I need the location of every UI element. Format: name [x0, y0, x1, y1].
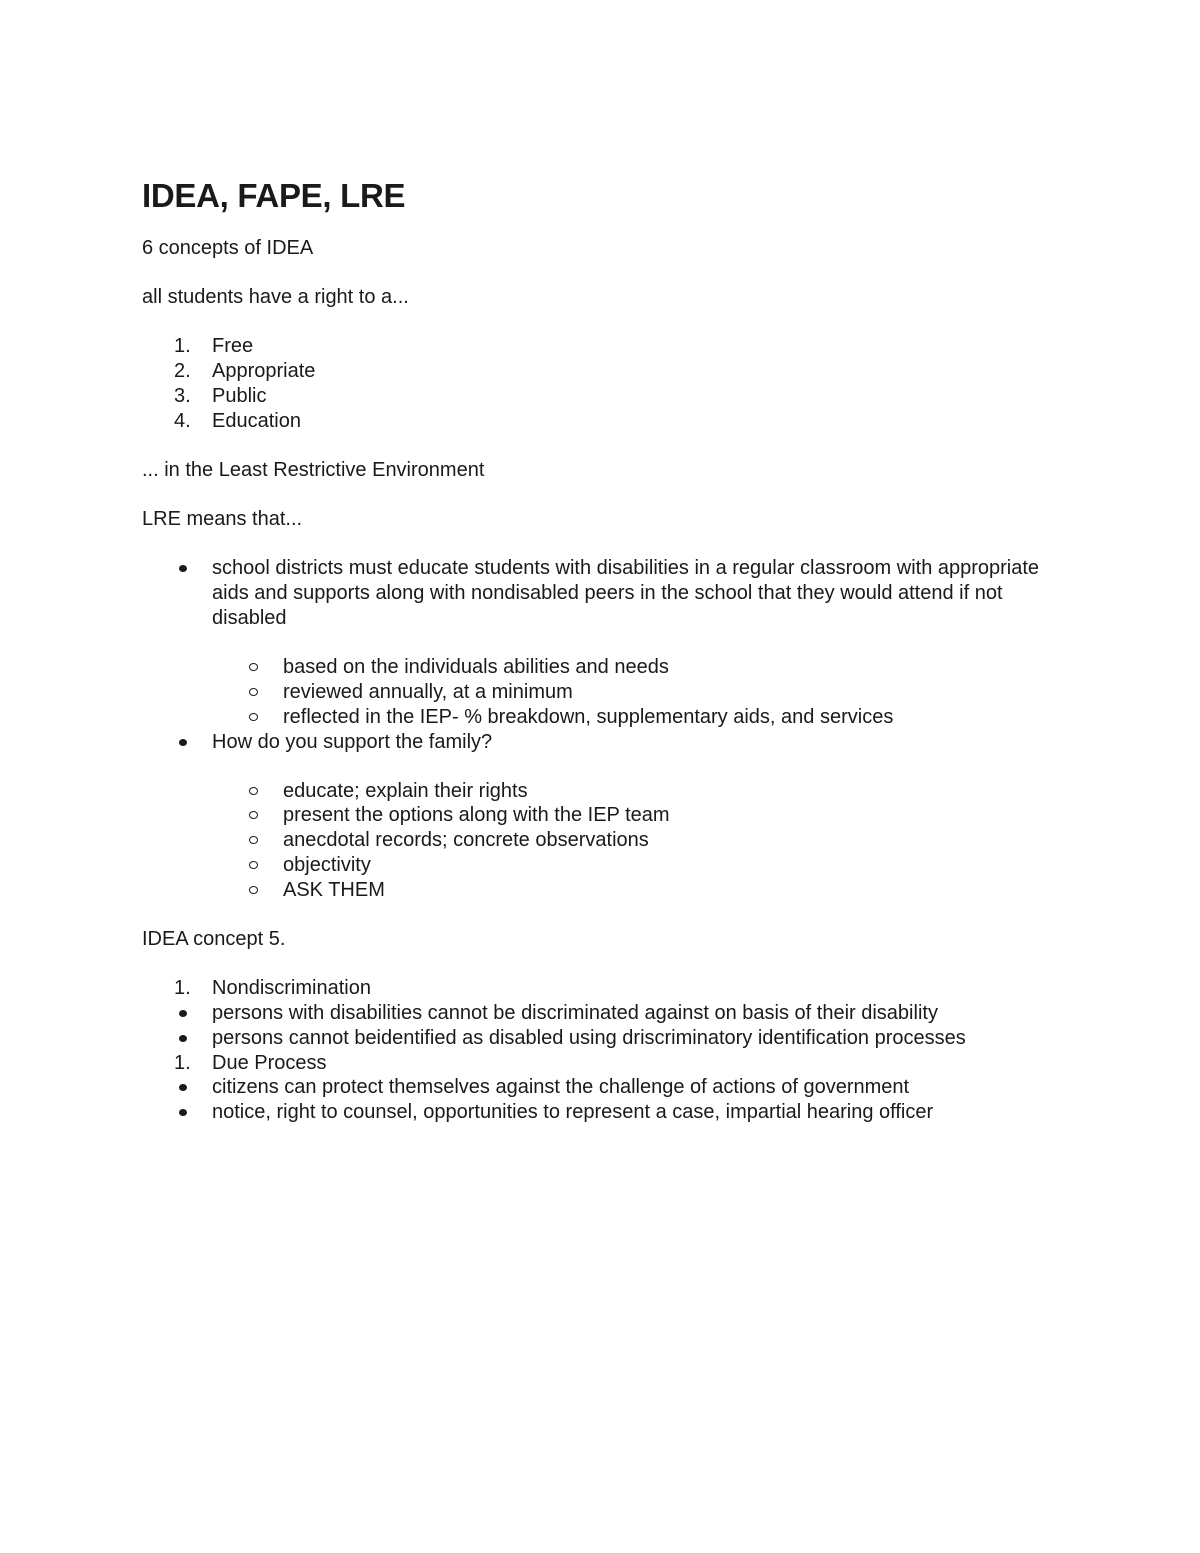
circle-bullet-icon	[249, 811, 258, 819]
bullet-icon	[179, 1035, 187, 1042]
sub-list-item-text: objectivity	[283, 854, 371, 877]
sub-list-item	[142, 705, 1042, 730]
circle-bullet-icon	[249, 836, 258, 844]
list-item	[142, 1026, 1042, 1051]
list-item	[142, 730, 1042, 755]
concept5-line: IDEA concept 5.	[142, 928, 286, 951]
circle-bullet-icon	[249, 663, 258, 671]
intro-line: 6 concepts of IDEA	[142, 237, 314, 259]
list-number: 2.	[174, 360, 191, 383]
lre-line: ... in the Least Restrictive Environment	[142, 458, 485, 481]
list-item	[142, 409, 1042, 434]
lre-means-line: LRE means that...	[142, 508, 303, 531]
bullet-icon	[179, 565, 187, 572]
fape-list	[142, 334, 1042, 433]
list-item-text: How do you support the family?	[212, 730, 493, 753]
sub-list-item-text: based on the individuals abilities and needs	[283, 656, 669, 679]
bullet-icon	[179, 1010, 187, 1017]
sub-list-item-text: educate; explain their rights	[283, 779, 528, 802]
sub-list-item	[142, 803, 1042, 828]
lre-bullet-list-2	[142, 730, 1042, 755]
list-item	[142, 334, 1042, 359]
list-item	[142, 1100, 1042, 1125]
list-item-text: Nondiscrimination	[212, 977, 371, 1000]
sub-list-item-text: ASK THEM	[283, 878, 385, 901]
list-item	[142, 976, 1042, 1001]
sub-list-item	[142, 655, 1042, 680]
list-number: 1.	[174, 977, 191, 1000]
list-item	[142, 384, 1042, 409]
list-item	[142, 1075, 1042, 1100]
bullet-icon	[179, 1109, 187, 1116]
list-item-text: Appropriate	[212, 360, 316, 383]
list-item-text: Education	[212, 409, 301, 432]
family-sub-list	[142, 779, 1042, 903]
list-number: 3.	[174, 384, 191, 407]
list-number: 4.	[174, 409, 191, 432]
sub-list-item	[142, 779, 1042, 804]
concept-list	[142, 976, 1042, 1125]
list-item-text: school districts must educate students with disabilities in a regular classroom with appropriate aids and supports along with nondisabled peers in the school that they would attend if not disabled	[212, 557, 1040, 629]
circle-bullet-icon	[249, 688, 258, 696]
list-number: 1.	[174, 335, 191, 358]
list-number: 1.	[174, 1051, 191, 1074]
sub-list-item-text: reflected in the IEP- % breakdown, supplementary aids, and services	[283, 705, 894, 728]
list-item-text: Public	[212, 384, 267, 407]
right-line: all students have a right to a...	[142, 286, 409, 309]
sub-list-item	[142, 680, 1042, 705]
lre-bullet-list	[142, 556, 1042, 630]
circle-bullet-icon	[249, 713, 258, 721]
circle-bullet-icon	[249, 886, 258, 894]
circle-bullet-icon	[249, 861, 258, 869]
sub-list-item	[142, 853, 1042, 878]
list-item-text: Free	[212, 335, 254, 358]
sub-list-item-text: present the options along with the IEP team	[283, 804, 670, 827]
lre-sub-list	[142, 655, 1042, 729]
bullet-icon	[179, 739, 187, 746]
circle-bullet-icon	[249, 787, 258, 795]
page-title: IDEA, FAPE, LRE	[142, 177, 406, 214]
sub-list-item	[142, 828, 1042, 853]
list-item	[142, 1051, 1042, 1076]
sub-list-item	[142, 878, 1042, 903]
document-page	[142, 176, 1042, 1125]
list-item	[142, 556, 1042, 630]
list-item-text: notice, right to counsel, opportunities to represent a case, impartial hearing officer	[212, 1101, 934, 1124]
list-item	[142, 359, 1042, 384]
list-item-text: citizens can protect themselves against the challenge of actions of government	[212, 1076, 910, 1099]
sub-list-item-text: reviewed annually, at a minimum	[283, 680, 573, 703]
list-item-text: persons with disabilities cannot be discriminated against on basis of their disability	[212, 1002, 938, 1025]
bullet-icon	[179, 1084, 187, 1091]
list-item	[142, 1001, 1042, 1026]
list-item-text: Due Process	[212, 1051, 327, 1074]
sub-list-item-text: anecdotal records; concrete observations	[283, 829, 649, 852]
list-item-text: persons cannot beidentified as disabled using driscriminatory identification processes	[212, 1026, 966, 1049]
